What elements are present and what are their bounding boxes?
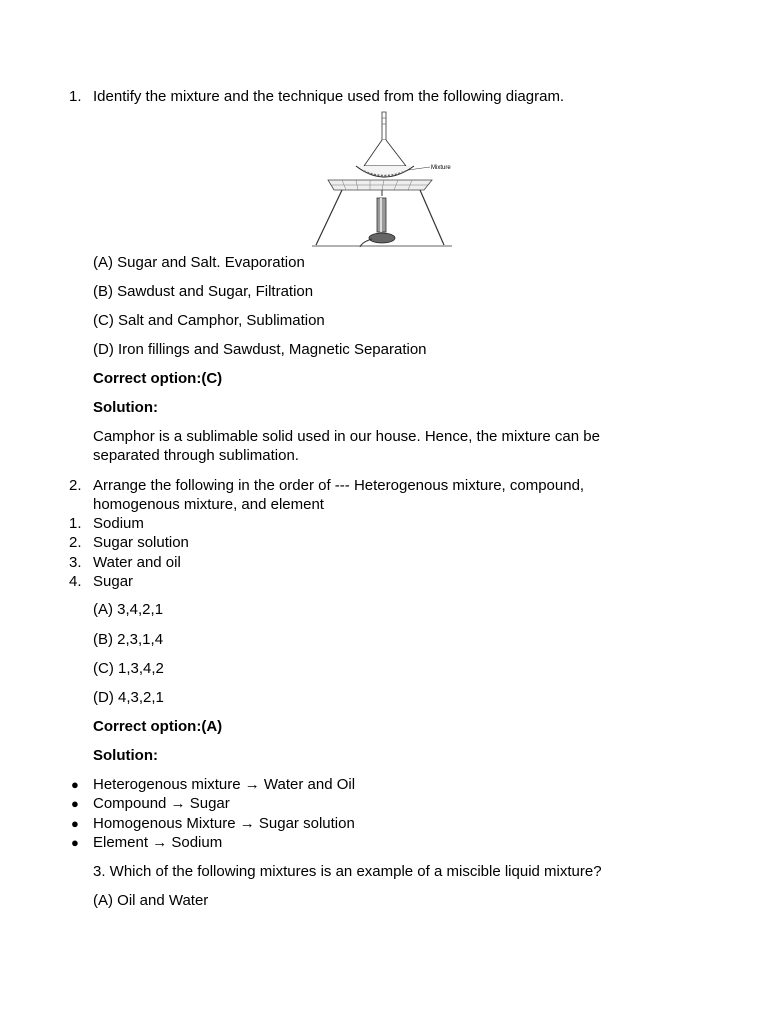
q2-solution-label: Solution: xyxy=(93,747,158,764)
q1-option-b: (B) Sawdust and Sugar, Filtration xyxy=(93,283,314,300)
q2-item-number: 1. xyxy=(69,515,82,532)
q1-number: 1. xyxy=(69,88,82,105)
q1-solution-line-2: separated through sublimation. xyxy=(93,447,299,464)
q2-item: Water and oil xyxy=(93,554,181,571)
q2-option-d: (D) 4,3,2,1 xyxy=(93,689,164,706)
q2-option-a: (A) 3,4,2,1 xyxy=(93,601,164,618)
q2-item: Sodium xyxy=(93,515,144,532)
q2-item-number: 4. xyxy=(69,573,82,590)
q1-option-d: (D) Iron fillings and Sawdust, Magnetic Separation xyxy=(93,341,427,358)
q2-solution-bullet: Homogenous Mixture → Sugar solution xyxy=(93,815,355,832)
q1-solution-label: Solution: xyxy=(93,399,158,416)
q3-option-a: (A) Oil and Water xyxy=(93,892,209,909)
q2-solution-bullet: Compound → Sugar xyxy=(93,795,230,812)
q1-question: Identify the mixture and the technique used from the following diagram. xyxy=(93,88,565,105)
bullet-icon: ● xyxy=(71,796,79,811)
q2-number: 2. xyxy=(69,477,82,494)
bullet-icon: ● xyxy=(71,835,79,850)
q2-solution-bullet: Element → Sodium xyxy=(93,834,223,851)
bullet-icon: ● xyxy=(71,777,79,792)
mixture-label: Mixture xyxy=(431,165,451,171)
q1-solution-line-1: Camphor is a sublimable solid used in our house. Hence, the mixture can be xyxy=(93,428,600,445)
q2-solution-bullet: Heterogenous mixture → Water and Oil xyxy=(93,776,356,793)
q2-item: Sugar xyxy=(93,573,134,590)
q2-item-number: 3. xyxy=(69,554,82,571)
q2-item: Sugar solution xyxy=(93,534,189,551)
q2-option-c: (C) 1,3,4,2 xyxy=(93,660,164,677)
q2-correct-option: Correct option:(A) xyxy=(93,718,223,735)
q2-item-number: 2. xyxy=(69,534,82,551)
q1-option-a: (A) Sugar and Salt. Evaporation xyxy=(93,254,305,271)
q1-correct-option: Correct option:(C) xyxy=(93,370,223,387)
bullet-icon: ● xyxy=(71,816,79,831)
q2-option-b: (B) 2,3,1,4 xyxy=(93,631,164,648)
q2-question-line-2: homogenous mixture, and element xyxy=(93,496,324,513)
q1-option-c: (C) Salt and Camphor, Sublimation xyxy=(93,312,325,329)
q2-question-line-1: Arrange the following in the order of --- Heterogenous mixture, compound, xyxy=(93,477,585,494)
sublimation-diagram xyxy=(312,108,454,248)
q3-question: 3. Which of the following mixtures is an example of a miscible liquid mixture? xyxy=(93,863,602,880)
